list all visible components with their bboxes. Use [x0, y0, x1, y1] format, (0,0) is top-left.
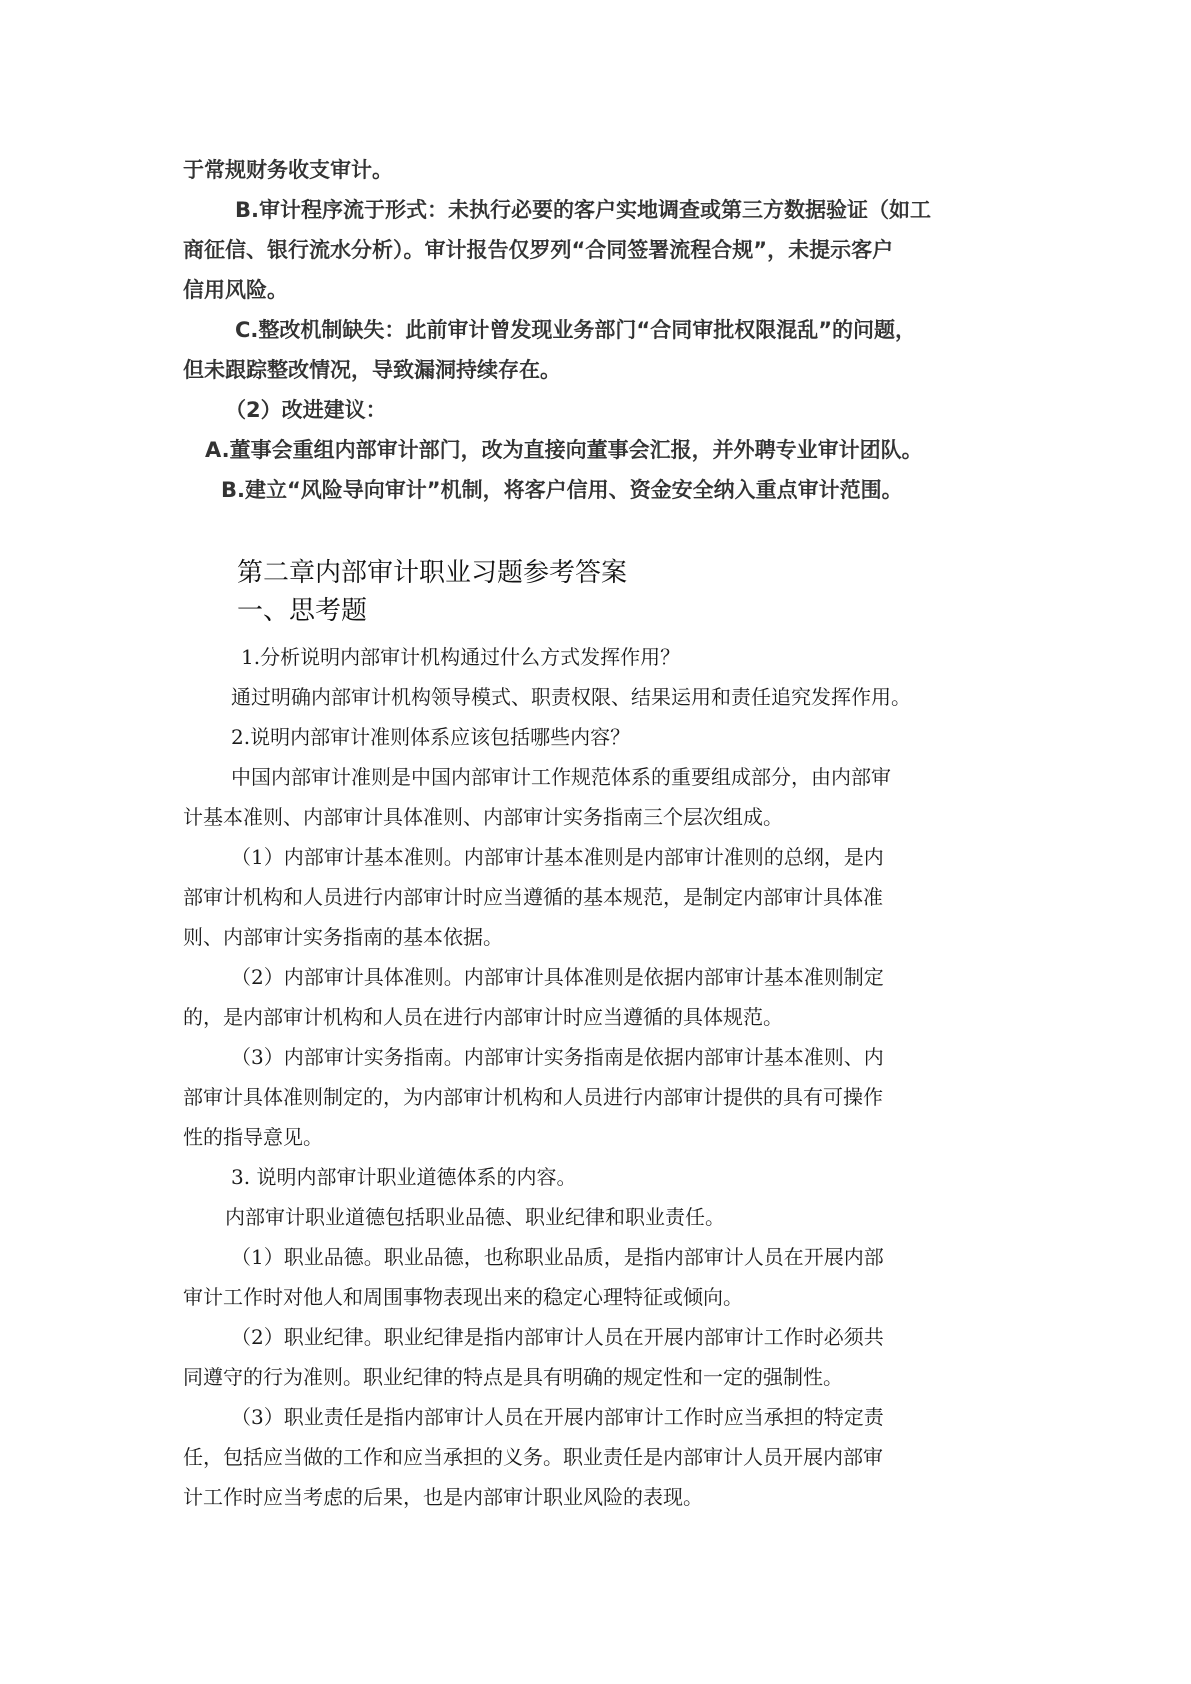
paragraph-line: 部审计具体准则制定的，为内部审计机构和人员进行内部审计提供的具有可操作 — [183, 1085, 883, 1109]
paragraph-line: 信用风险。 — [183, 278, 288, 302]
paragraph-line: 审计工作时对他人和周围事物表现出来的稳定心理特征或倾向。 — [183, 1285, 743, 1309]
question-3: 3. 说明内部审计职业道德体系的内容。 — [231, 1165, 577, 1189]
paragraph-line: C.整改机制缺失：此前审计曾发现业务部门“合同审批权限混乱”的问题， — [235, 318, 916, 342]
paragraph-line: 商征信、银行流水分析）。审计报告仅罗列“合同签署流程合规”，未提示客户 — [183, 238, 894, 262]
section-title: 一、思考题 — [237, 596, 368, 626]
paragraph-line: B.审计程序流于形式：未执行必要的客户实地调查或第三方数据验证（如工 — [235, 198, 931, 222]
paragraph-line: 性的指导意见。 — [183, 1125, 323, 1149]
paragraph-line: （2）内部审计具体准则。内部审计具体准则是依据内部审计基本准则制定 — [231, 965, 884, 989]
question-1: 1.分析说明内部审计机构通过什么方式发挥作用？ — [241, 645, 681, 669]
question-2: 2.说明内部审计准则体系应该包括哪些内容？ — [231, 725, 631, 749]
paragraph-line: 则、内部审计实务指南的基本依据。 — [183, 925, 503, 949]
paragraph-line: 中国内部审计准则是中国内部审计工作规范体系的重要组成部分，由内部审 — [231, 765, 891, 789]
suggestion-b: B.建立“风险导向审计”机制，将客户信用、资金安全纳入重点审计范围。 — [221, 478, 903, 502]
chapter-title: 第二章内部审计职业习题参考答案 — [237, 558, 628, 588]
paragraph-line: （1）职业品德。职业品德，也称职业品质，是指内部审计人员在开展内部 — [231, 1245, 884, 1269]
paragraph-line: 计基本准则、内部审计具体准则、内部审计实务指南三个层次组成。 — [183, 805, 783, 829]
paragraph-line: （2）职业纪律。职业纪律是指内部审计人员在开展内部审计工作时必须共 — [231, 1325, 884, 1349]
answer-3: 内部审计职业道德包括职业品德、职业纪律和职业责任。 — [225, 1205, 725, 1229]
paragraph-line: （3）内部审计实务指南。内部审计实务指南是依据内部审计基本准则、内 — [231, 1045, 884, 1069]
paragraph-line: 同遵守的行为准则。职业纪律的特点是具有明确的规定性和一定的强制性。 — [183, 1365, 843, 1389]
paragraph-line: 部审计机构和人员进行内部审计时应当遵循的基本规范，是制定内部审计具体准 — [183, 885, 883, 909]
paragraph-line: 的，是内部审计机构和人员在进行内部审计时应当遵循的具体规范。 — [183, 1005, 783, 1029]
paragraph-line: 于常规财务收支审计。 — [183, 158, 393, 182]
paragraph-line: 但未跟踪整改情况，导致漏洞持续存在。 — [183, 358, 561, 382]
answers-section — [183, 637, 1023, 1517]
paragraph-line: 计工作时应当考虑的后果，也是内部审计职业风险的表现。 — [183, 1485, 703, 1509]
sub-heading: （2）改进建议： — [225, 398, 387, 422]
paragraph-line: 任，包括应当做的工作和应当承担的义务。职业责任是内部审计人员开展内部审 — [183, 1445, 883, 1469]
suggestion-a: A.董事会重组内部审计部门，改为直接向董事会汇报，并外聘专业审计团队。 — [205, 438, 923, 462]
case-analysis-section — [183, 150, 1023, 510]
paragraph-line: （3）职业责任是指内部审计人员在开展内部审计工作时应当承担的特定责 — [231, 1405, 884, 1429]
paragraph-line: （1）内部审计基本准则。内部审计基本准则是内部审计准则的总纲，是内 — [231, 845, 884, 869]
answer-1: 通过明确内部审计机构领导模式、职责权限、结果运用和责任追究发挥作用。 — [231, 685, 911, 709]
